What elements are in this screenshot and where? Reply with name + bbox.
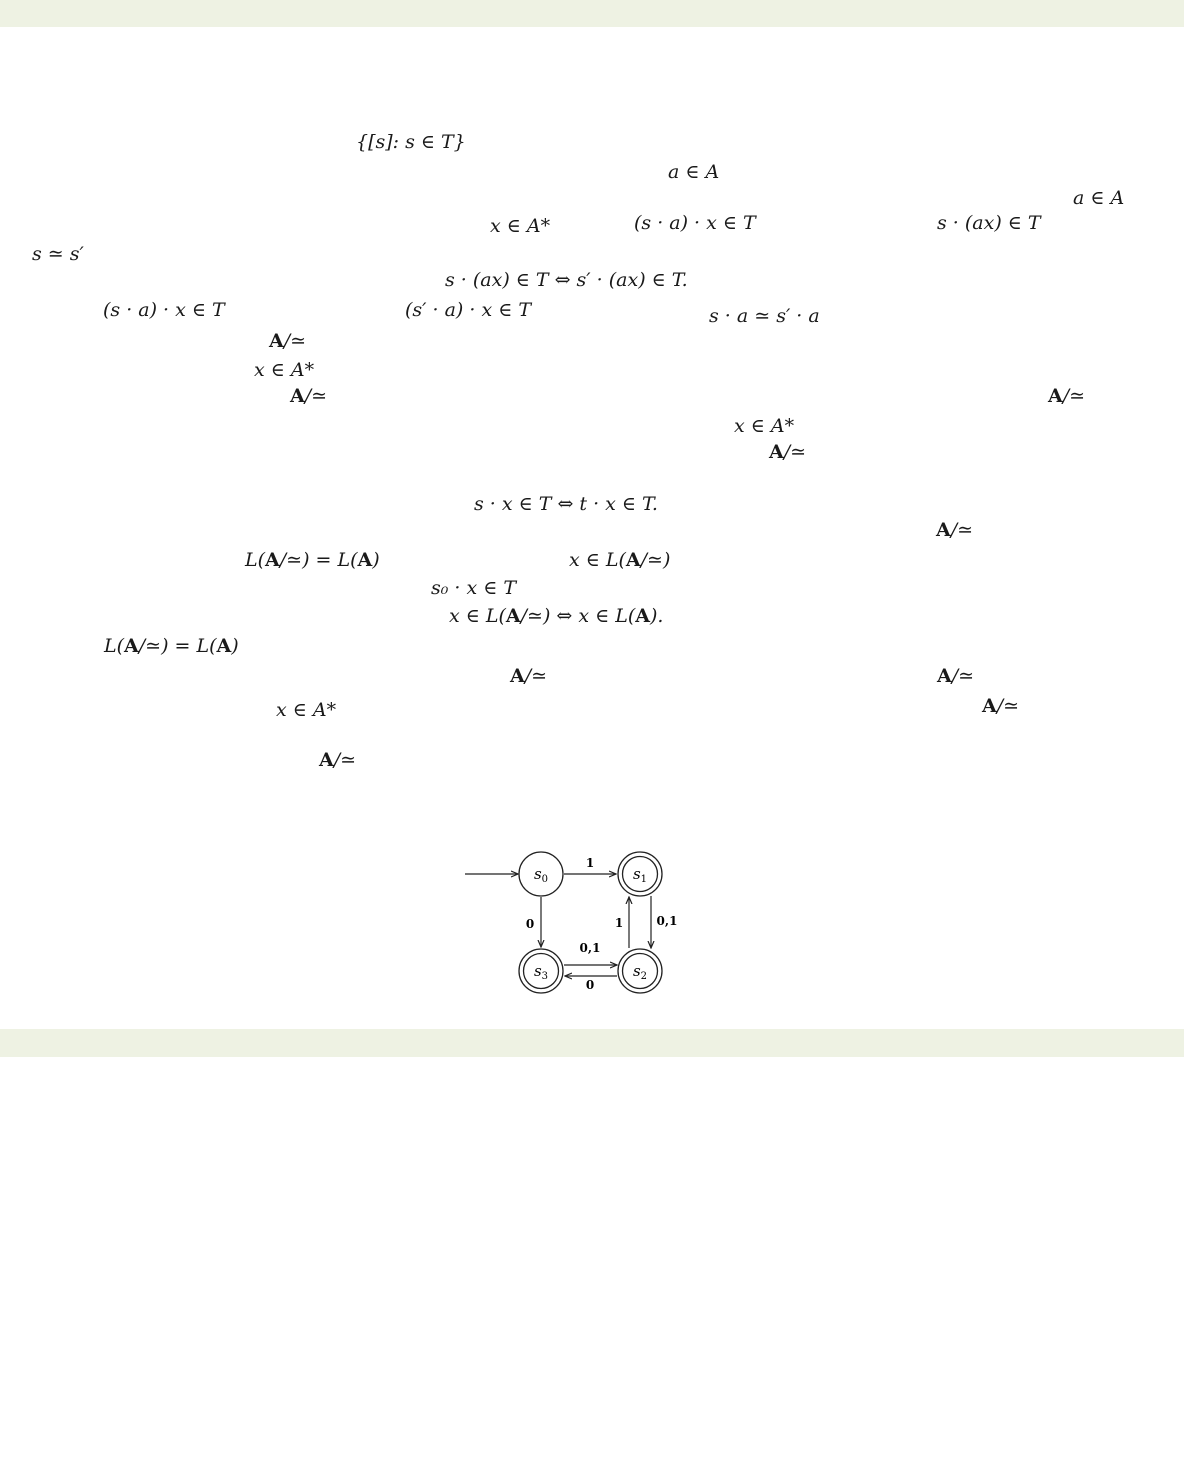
formula-language-equality: L(A/≃) = L(A) [104,635,239,657]
state-s3-label: s [533,962,542,980]
edge-s2-s1-label: 1 [614,916,624,930]
formula-quotient-automaton: A/≃ [319,749,357,771]
edge-s2-s3-label: 0 [585,978,595,992]
edge-s1-s2-label: 0,1 [656,914,678,928]
state-s1-subscript: 1 [640,874,648,885]
bottom-band [0,1029,1184,1057]
formula-quotient-automaton: A/≃ [269,330,307,352]
state-s2 [618,949,662,993]
state-s0 [519,852,563,896]
formula-x-in-Astar: x ∈ A* [490,215,551,237]
state-s3-subscript: 3 [541,971,549,982]
top-band [0,0,1184,27]
formula-quotient-automaton: A/≃ [510,665,548,687]
formula-x-in-Astar: x ∈ A* [276,699,337,721]
state-s0-label: s [533,865,542,883]
formula-a-in-A: a ∈ A [1073,187,1125,209]
formula-s0-x-in-T: s₀ · x ∈ T [431,577,517,599]
formula-quotient-automaton: A/≃ [936,519,974,541]
state-s2-label: s [632,962,641,980]
formula-quotient-automaton: A/≃ [769,441,807,463]
formula-quotient-automaton: A/≃ [937,665,975,687]
formula-quotient-automaton: A/≃ [1048,385,1086,407]
formula-s-prime-a-x-in-T: (s′ · a) · x ∈ T [405,299,531,321]
state-s0-subscript: 0 [541,874,549,885]
state-s2-subscript: 2 [640,971,648,982]
formula-sa-equiv-s-prime-a: s · a ≃ s′ · a [709,305,820,327]
formula-s-t-equivalence: s · x ∈ T ⇔ t · x ∈ T. [474,493,658,515]
state-s3 [519,949,563,993]
formula-x-in-language: x ∈ L(A/≃) [569,549,671,571]
formula-language-equivalence: x ∈ L(A/≃) ⇔ x ∈ L(A). [449,605,664,627]
edge-s0-s3-label: 0 [525,917,535,931]
automaton-diagram [456,846,696,1006]
edge-s0-s1-label: 1 [585,856,595,870]
state-s1 [618,852,662,896]
formula-language-equality: L(A/≃) = L(A) [245,549,380,571]
formula-s-equiv-s-prime: s ≃ s′ [32,243,84,265]
state-s1-label: s [632,865,641,883]
formula-sa-x-in-T: (s · a) · x ∈ T [103,299,225,321]
formula-equivalence-ax: s · (ax) ∈ T ⇔ s′ · (ax) ∈ T. [445,269,688,291]
formula-s-ax-in-T: s · (ax) ∈ T [937,212,1041,234]
formula-class-set: {[s]: s ∈ T} [356,131,466,153]
edge-s3-s2-label: 0,1 [579,941,601,955]
formula-x-in-Astar: x ∈ A* [254,359,315,381]
formula-a-in-A: a ∈ A [668,161,720,183]
formula-quotient-automaton: A/≃ [290,385,328,407]
formula-quotient-automaton: A/≃ [982,695,1020,717]
formula-sa-x-in-T: (s · a) · x ∈ T [634,212,756,234]
formula-x-in-Astar: x ∈ A* [734,415,795,437]
